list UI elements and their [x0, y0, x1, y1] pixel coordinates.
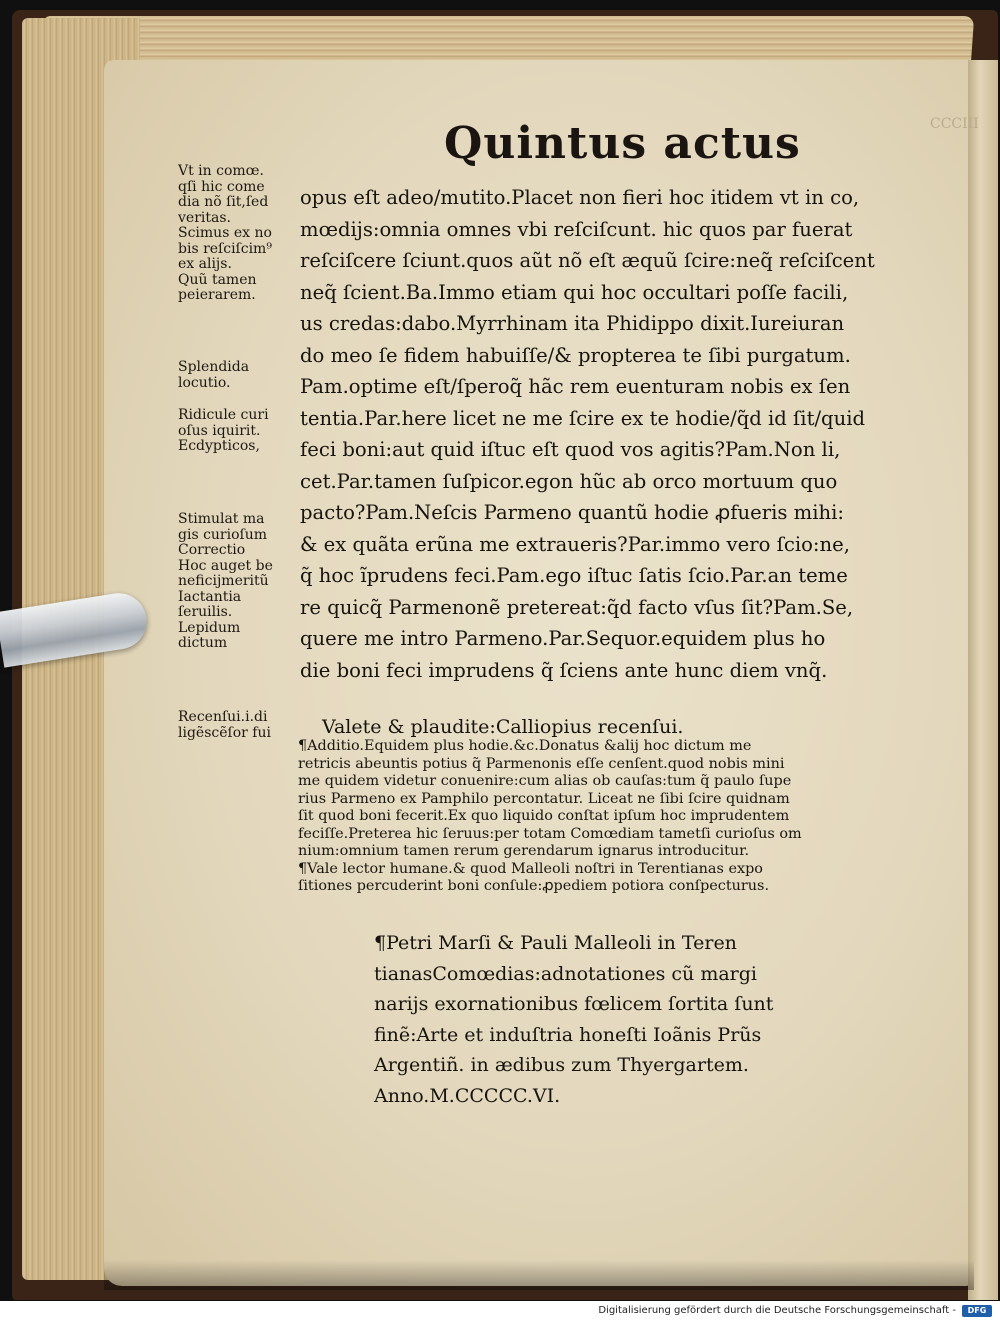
text-line: do meo ſe fidem habuiſſe/& propterea te ſibi purgatum.: [300, 343, 851, 367]
margin-line: ex alijs.: [178, 256, 232, 272]
additio-line: ſitiones percuderint boni conſule:ꝓpediem potiora conſpecturus.: [298, 878, 770, 894]
margin-line: Vt in comœ.: [178, 163, 264, 179]
additio-line: ¶Vale lector humane.& quod Malleoli noſtri in Terentianas expo: [298, 860, 763, 877]
margin-line: veritas.: [178, 209, 231, 226]
page-gutter: [968, 60, 998, 1300]
colophon-line: tianasComœdias:adnotationes cũ margi: [374, 962, 757, 985]
text-line: die boni feci imprudens q̃ ſciens ante hunc diem vnq̃.: [300, 658, 828, 682]
text-line: Pam.optime eſt/ſperoq̃ hãc rem euenturam nobis ex ſen: [300, 375, 851, 398]
margin-line: Ecdypticos,: [178, 438, 260, 454]
margin-line: dia nõ ſit,ſed: [178, 194, 269, 210]
margin-line: Splendida: [178, 359, 250, 375]
dfg-logo: DFG: [962, 1305, 992, 1317]
funding-credit: Digitalisierung gefördert durch die Deutsche Forschungsgemeinschaft -: [598, 1305, 956, 1316]
text-line: q̃ hoc ĩprudens feci.Pam.ego iſtuc ſatis ſcio.Par.an teme: [300, 564, 848, 587]
margin-line: Correctio: [178, 542, 246, 558]
additio-line: retricis abeuntis potius q̃ Parmenonis eſſe cenſent.quod nobis mini: [298, 755, 785, 772]
colophon: [374, 928, 814, 1111]
margin-line: Ridicule curi: [178, 407, 269, 423]
colophon-line: narijs exornationibus fœlicem ſortita ſunt: [374, 993, 774, 1015]
valete-line: Valete & plaudite:Calliopius recenſui.: [322, 716, 684, 738]
text-line: re quicq̃ Parmenonẽ pretereat:q̃d facto vſus ſit?Pam.Se,: [300, 595, 854, 619]
margin-line: Iactantia: [178, 588, 242, 605]
margin-line: neficijmeritũ: [178, 573, 269, 589]
margin-line: peierarem.: [178, 287, 256, 303]
text-line: tentia.Par.here licet ne me ſcire ex te hodie/q̃d id ſit/quid: [300, 406, 866, 430]
margin-note-1: [178, 164, 290, 304]
additio-line: me quidem videtur conuenire:cum alias ob cauſas:tum q̃ paulo ſupe: [298, 773, 792, 789]
colophon-line: Argentiñ. in ædibus zum Thyergartem.: [374, 1054, 749, 1076]
margin-note-4: [178, 512, 290, 652]
main-text: [300, 182, 880, 686]
running-head: CCCIII: [930, 116, 979, 132]
colophon-line: finẽ:Arte et induſtria honeſti Ioãnis Prũs: [374, 1023, 762, 1046]
additio-line: ſit quod boni fecerit.Ex quo liquido conſtat ipſum hoc imprudentem: [298, 808, 790, 824]
margin-line: Lepidum: [178, 619, 241, 636]
additio-line: nium:omnium tamen rerum gerendarum ignarus introducitur.: [298, 843, 750, 859]
text-line: neq̃ ſcient.Ba.Immo etiam qui hoc occultari poſſe facili,: [300, 280, 849, 304]
text-line: cet.Par.tamen ſuſpicor.egon hũc ab orco mortuum quo: [300, 469, 838, 493]
text-line: quere me intro Parmeno.Par.Sequor.equidem plus ho: [300, 627, 826, 650]
page-heading: Quintus actus: [444, 118, 801, 169]
additio-line: feciſſe.Preterea hic ſeruus:per totam Comœdiam tametſi curioſus om: [298, 825, 802, 842]
margin-note-2: [178, 360, 290, 391]
margin-line: dictum: [178, 635, 228, 651]
margin-note-5: [178, 710, 290, 741]
additio-line: ¶Additio.Equidem plus hodie.&c.Donatus &alij hoc dictum me: [298, 738, 752, 754]
margin-line: ſeruilis.: [178, 604, 233, 620]
text-line: reſciſcere ſciunt.quos aũt nõ eſt æquũ ſcire:neq̃ reſciſcent: [300, 249, 875, 272]
margin-line: ligẽscẽſor fui: [178, 724, 271, 741]
page-shadow: [104, 1260, 974, 1290]
margin-line: locutio.: [178, 374, 231, 391]
additio-block: [298, 738, 878, 896]
text-line: mœdijs:omnia omnes vbi reſciſcunt. hic quos par fuerat: [300, 217, 853, 241]
margin-line: Scimus ex no: [178, 225, 272, 241]
margin-line: qſi hic come: [178, 178, 265, 195]
text-line: & ex quãta erũna me extraueris?Par.immo vero ſcio:ne,: [300, 532, 850, 556]
additio-line: rius Parmeno ex Pamphilo percontatur. Liceat ne ſibi ſcire quidnam: [298, 790, 790, 807]
text-line: pacto?Pam.Neſcis Parmeno quantũ hodie ꝓfueris mihi:: [300, 501, 844, 524]
margin-line: Quũ tamen: [178, 271, 257, 288]
margin-line: Stimulat ma: [178, 511, 265, 527]
text-line: opus eſt adeo/mutito.Placet non fieri hoc itidem vt in co,: [300, 186, 860, 209]
colophon-line: ¶Petri Marſi & Pauli Malleoli in Teren: [374, 932, 737, 954]
colophon-line: Anno.M.CCCCC.VI.: [374, 1084, 561, 1107]
margin-line: Hoc auget be: [178, 557, 273, 574]
margin-line: Recenſui.i.di: [178, 709, 268, 725]
margin-line: oſus iquirit.: [178, 422, 261, 439]
margin-line: gis curioſum: [178, 526, 268, 543]
margin-line: bis reſciſcim⁹: [178, 240, 272, 257]
margin-note-3: [178, 408, 290, 455]
text-line: feci boni:aut quid iſtuc eſt quod vos agitis?Pam.Non li,: [300, 438, 841, 461]
text-line: us credas:dabo.Myrrhinam ita Phidippo dixit.Iureiuran: [300, 312, 845, 335]
